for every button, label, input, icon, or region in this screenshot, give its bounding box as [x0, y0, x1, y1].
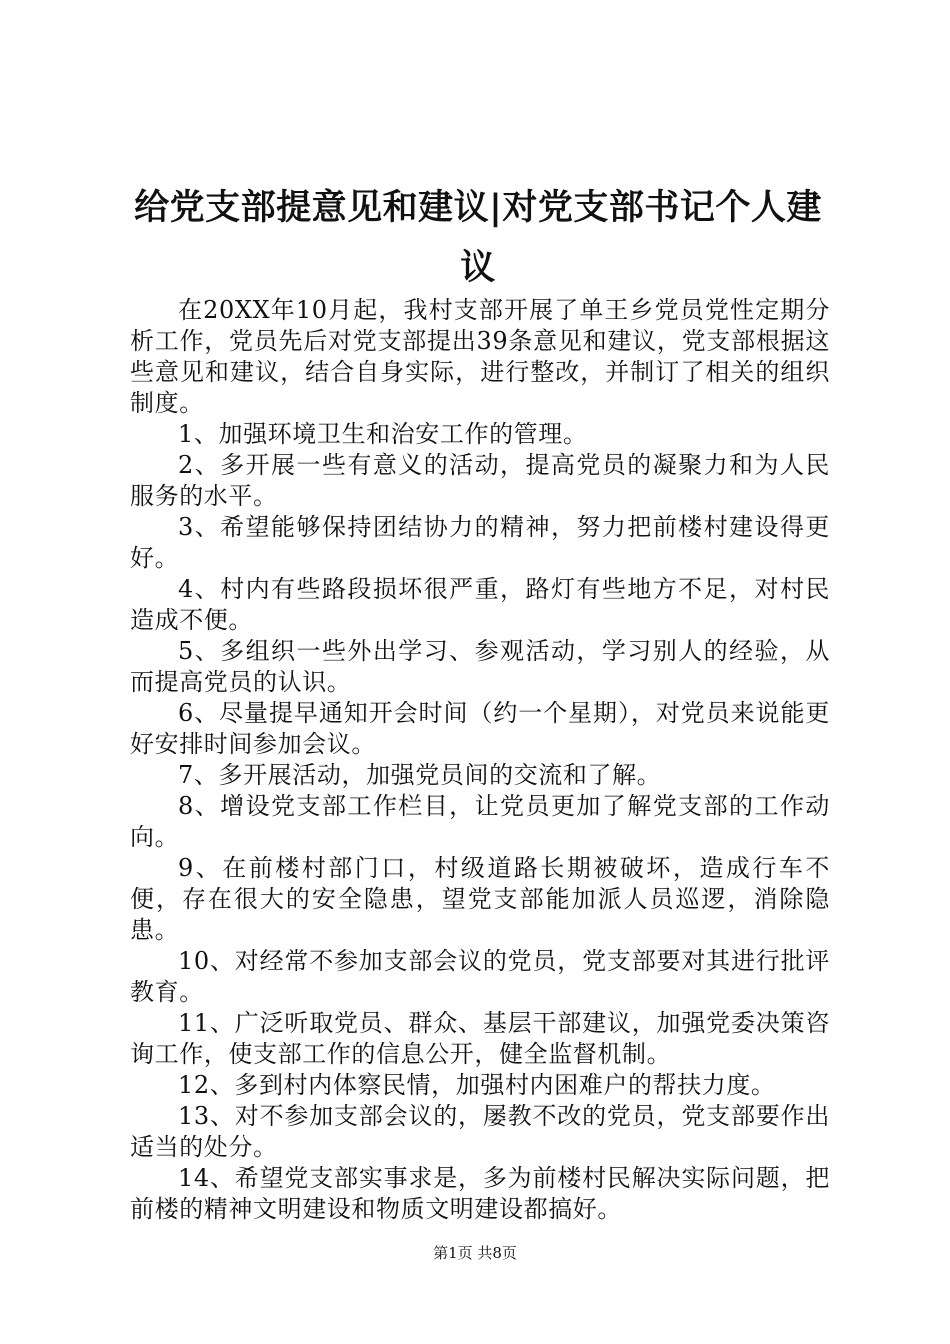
suggestion-item-12: 12、多到村内体察民情，加强村内困难户的帮扶力度。 [178, 1071, 776, 1099]
suggestion-item-3: 3、希望能够保持团结协力的精神，努力把前楼村建设得更好。 [130, 513, 830, 572]
suggestion-item-9: 9、在前楼村部门口，村级道路长期被破坏，造成行车不便，存在很大的安全隐患，望党支部能加派人员巡逻，消除隐患。 [130, 854, 830, 944]
suggestion-item-11: 11、广泛听取党员、群众、基层干部建议，加强党委决策咨询工作，使支部工作的信息公开，健全监督机制。 [130, 1009, 830, 1068]
suggestion-item-13: 13、对不参加支部会议的，屡教不改的党员，党支部要作出适当的处分。 [130, 1102, 830, 1161]
document-body [130, 295, 830, 1225]
suggestion-item-5: 5、多组织一些外出学习、参观活动，学习别人的经验，从而提高党员的认识。 [130, 637, 830, 696]
intro-paragraph: 在20XX年10月起，我村支部开展了单王乡党员党性定期分析工作，党员先后对党支部提出39条意见和建议，党支部根据这些意见和建议，结合自身实际，进行整改，并制订了相关的组织制度。 [130, 296, 830, 417]
suggestion-item-2: 2、多开展一些有意义的活动，提高党员的凝聚力和为人民服务的水平。 [130, 451, 830, 510]
document-title: 给党支部提意见和建议|对党支部书记个人建议 [134, 187, 822, 288]
suggestion-item-7: 7、多开展活动，加强党员间的交流和了解。 [178, 761, 662, 789]
suggestion-item-1: 1、加强环境卫生和治安工作的管理。 [178, 420, 588, 448]
page-footer: 第1页 共8页 [433, 1244, 517, 1262]
suggestion-item-14: 14、希望党支部实事求是，多为前楼村民解决实际问题，把前楼的精神文明建设和物质文明建设都搞好。 [130, 1164, 830, 1223]
suggestion-item-6: 6、尽量提早通知开会时间（约一个星期），对党员来说能更好安排时间参加会议。 [130, 699, 830, 758]
suggestion-item-10: 10、对经常不参加支部会议的党员，党支部要对其进行批评教育。 [130, 947, 830, 1006]
suggestion-item-4: 4、村内有些路段损坏很严重，路灯有些地方不足，对村民造成不便。 [130, 575, 830, 634]
suggestion-item-8: 8、增设党支部工作栏目，让党员更加了解党支部的工作动向。 [130, 792, 830, 851]
